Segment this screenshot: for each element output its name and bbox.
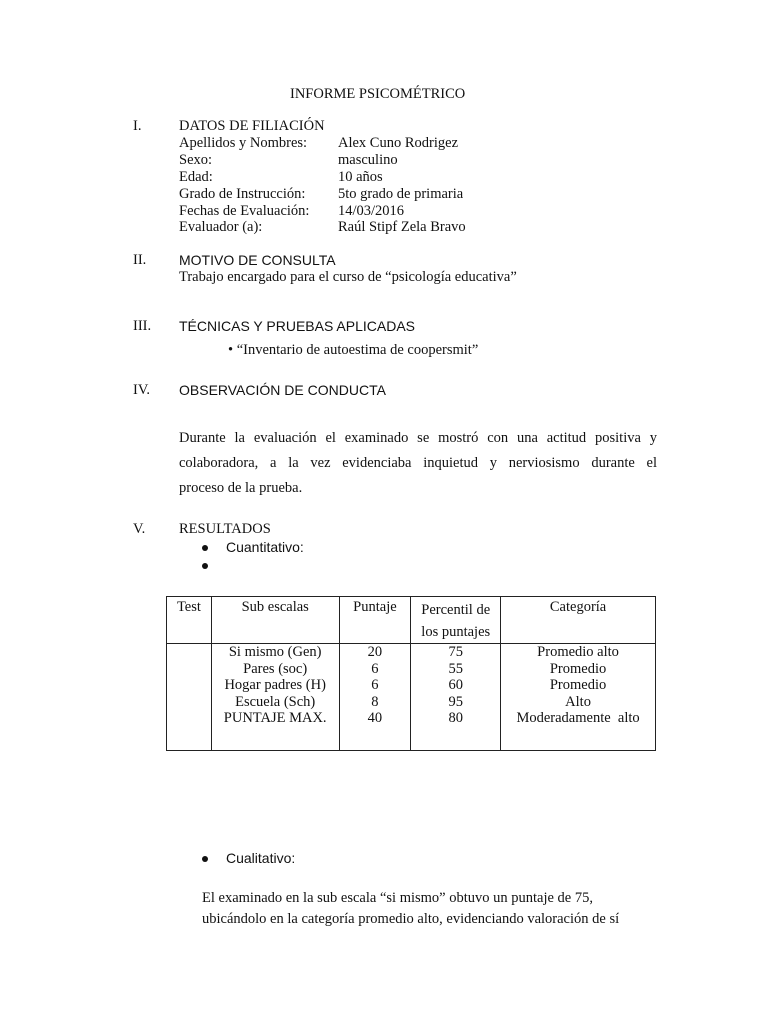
puntaje-value: 20 [367,644,383,660]
percentil-value: 95 [448,693,463,710]
percentil-value: 55 [448,660,463,677]
bullet-cualitativo: Cualitativo: [226,850,296,866]
sub-escala-item: Hogar padres (H) [224,677,326,693]
sub-escala-item: Pares (soc) [243,660,308,677]
header-percentil-line-2: los puntajes [421,624,491,640]
section-4-number: IV. [133,382,151,398]
section-1-heading: DATOS DE FILIACIÓN [179,118,325,134]
header-categoria: Categoría [501,597,656,644]
bullet-cuantitativo: Cuantitativo: [226,539,304,555]
qualitative-line-2: ubicándolo en la categoría promedio alto, evidenciando valoración de sí [202,911,620,927]
table-body-row [167,644,656,751]
header-test: Test [167,597,212,644]
bullet-icon [202,545,208,551]
section-3-heading: TÉCNICAS Y PRUEBAS APLICADAS [179,318,416,334]
observation-line-3: proceso de la prueba. [179,480,303,496]
header-percentil [411,597,501,644]
field-value-sexo: masculino [338,152,398,168]
section-3-number: III. [133,318,152,334]
section-2-number: II. [133,252,147,268]
field-label-fecha: Fechas de Evaluación: [179,203,310,219]
field-label-nombres: Apellidos y Nombres: [179,135,308,151]
section-2-text: Trabajo encargado para el curso de “psicología educativa” [179,269,517,285]
header-puntaje: Puntaje [339,597,411,644]
categoria-value: Promedio [549,660,607,677]
section-2-heading: MOTIVO DE CONSULTA [179,252,336,268]
field-value-nombres: Alex Cuno Rodrigez [338,135,459,151]
section-5-number: V. [133,521,146,537]
categoria-value: Moderadamente alto [516,710,640,726]
categoria-cell [501,644,656,751]
puntaje-value: 40 [367,710,383,726]
puntaje-value: 8 [371,693,379,710]
field-value-edad: 10 años [338,169,383,185]
page-title: INFORME PSICOMÉTRICO [290,86,466,102]
field-label-grado: Grado de Instrucción: [179,186,306,202]
field-label-edad: Edad: [179,169,213,185]
sub-escala-item: Escuela (Sch) [235,693,316,710]
percentil-value: 80 [448,710,463,726]
field-value-fecha: 14/03/2016 [338,203,405,219]
percentil-value: 60 [448,677,463,693]
bullet-icon [202,563,208,569]
observation-line-2: colaboradora, a la vez evidenciaba inquietud y nerviosismo durante el [179,455,657,471]
test-cell [167,644,212,751]
field-label-evaluador: Evaluador (a): [179,219,263,235]
percentil-value: 75 [448,644,463,660]
categoria-value: Promedio [549,677,607,693]
qualitative-line-1: El examinado en la sub escala “si mismo” obtuvo un puntaje de 75, [202,890,593,906]
puntaje-value: 6 [371,660,379,677]
section-3-item: • “Inventario de autoestima de coopersmit” [228,342,479,358]
field-value-grado: 5to grado de primaria [338,186,464,202]
section-5-heading: RESULTADOS [179,521,271,537]
puntaje-value: 6 [371,677,379,693]
puntaje-cell [339,644,411,751]
header-percentil-line-1: Percentil de [421,602,491,618]
table-header-row [167,597,656,644]
sub-escalas-cell [211,644,339,751]
field-label-sexo: Sexo: [179,152,213,168]
observation-line-1: Durante la evaluación el examinado se mostró con una actitud positiva y [179,430,657,446]
section-1-number: I. [133,118,142,134]
bullet-icon [202,856,208,862]
categoria-value: Promedio alto [537,644,619,660]
percentil-cell [411,644,501,751]
section-4-heading: OBSERVACIÓN DE CONDUCTA [179,382,386,398]
sub-escala-item: PUNTAJE MAX. [223,710,327,726]
categoria-value: Alto [565,693,591,710]
field-value-evaluador: Raúl Stipf Zela Bravo [338,219,466,235]
header-sub-escalas: Sub escalas [211,597,339,644]
sub-escala-item: Si mismo (Gen) [228,644,322,660]
results-table [166,596,656,751]
